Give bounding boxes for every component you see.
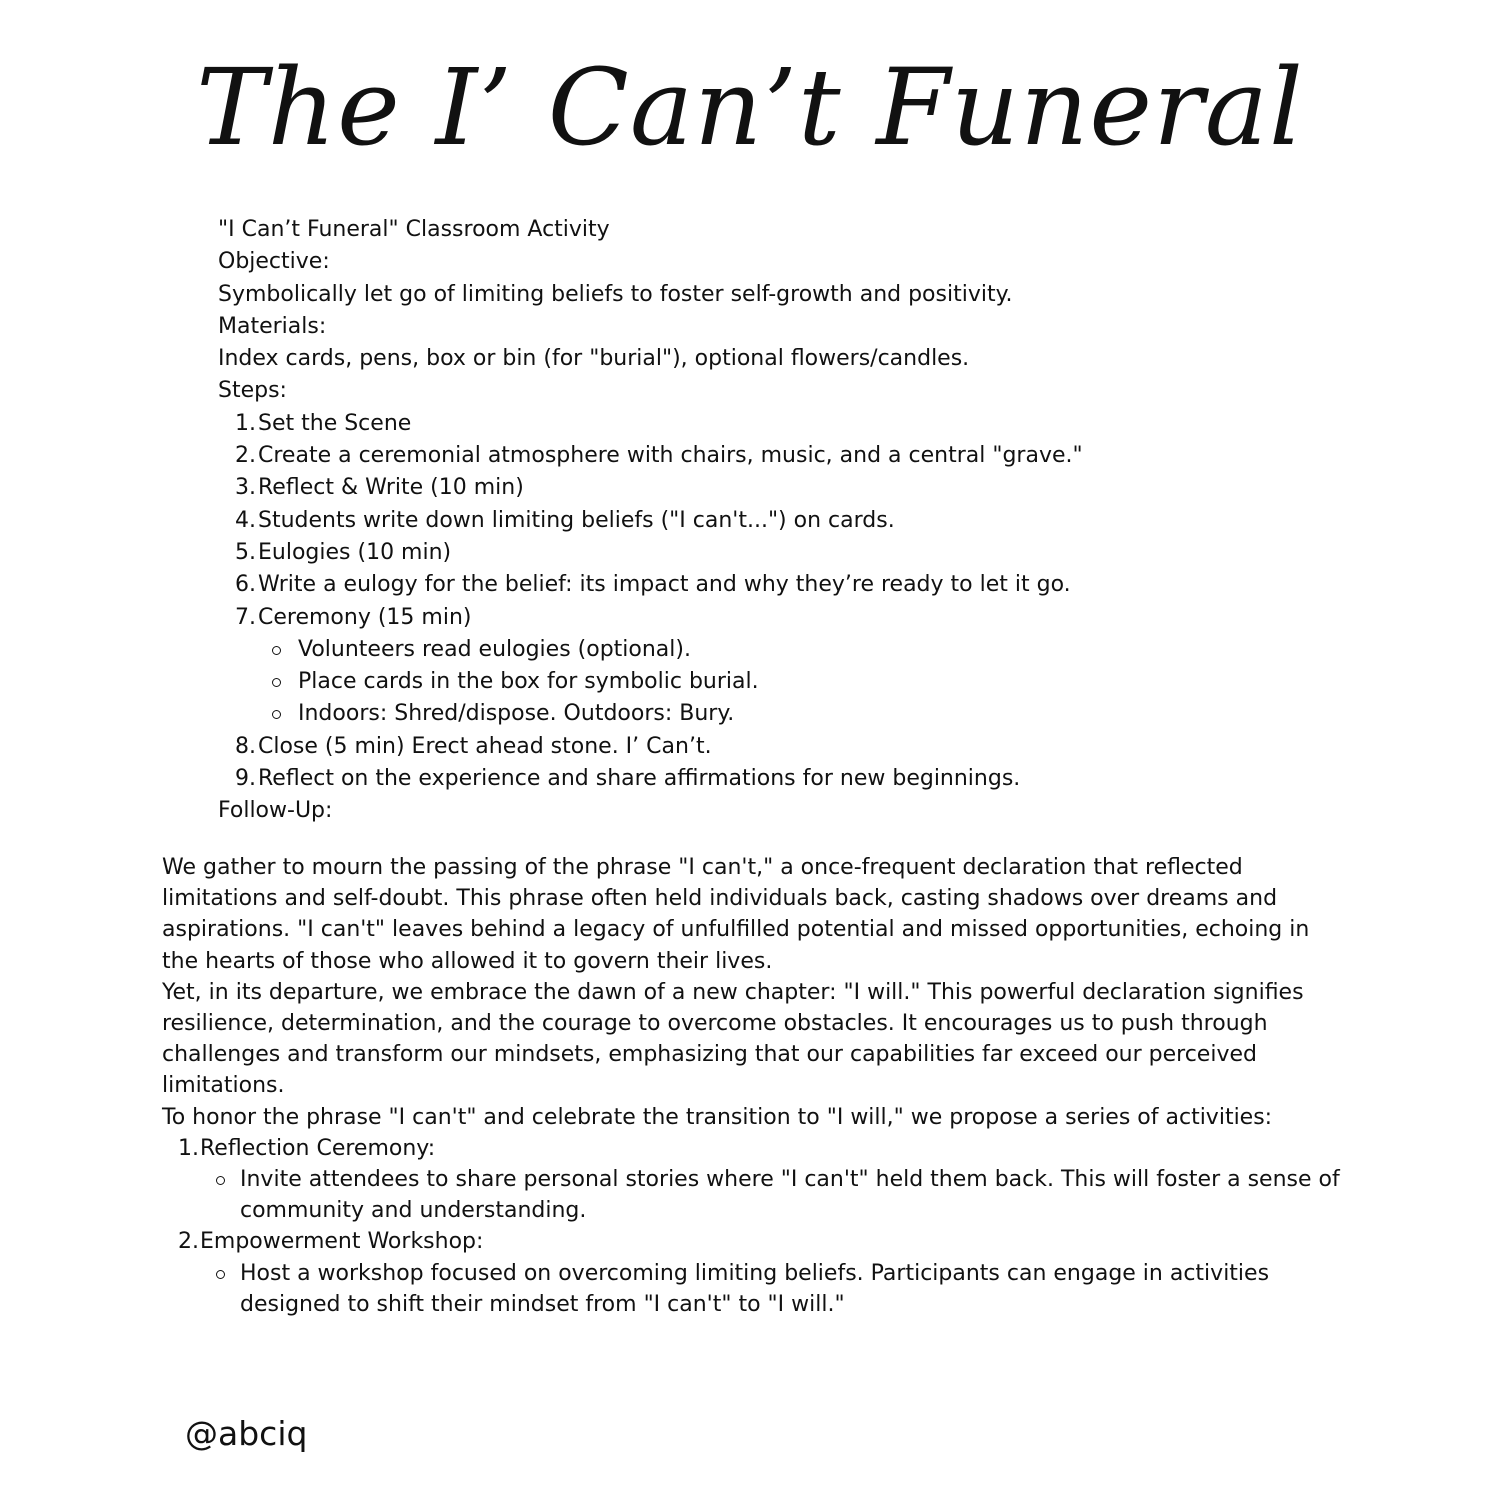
ceremony-item-text: Indoors: Shred/dispose. Outdoors: Bury. [298,701,735,727]
list-item [218,440,1398,472]
objective-label: Objective: [218,249,330,275]
step-text: Reflect on the experience and share affirmations for new beginnings. [258,766,1021,792]
classroom-activity-section [218,214,1398,828]
activity-number: 1. [178,1135,199,1161]
ceremony-item-text: Place cards in the box for symbolic burial. [298,669,759,695]
step-number: 6. [235,572,256,598]
step-number: 5. [235,539,256,565]
eulogy-paragraph: Yet, in its departure, we embrace the dawn of a new chapter: "I will." This powerful declaration signifies resilience, determination, and the courage to overcome obstacles. It encourages us to push through challenges and transform our mindsets, emphasizing that our capabilities far exceed our perceived limitations. [162,979,1304,1099]
social-handle: @abciq [185,1414,308,1453]
page-title: The I’ Can’t Funeral [196,46,1304,169]
activity-title: Reflection Ceremony: [200,1135,436,1161]
objective-text: Symbolically let go of limiting beliefs to foster self-growth and positivity. [218,281,1013,307]
list-item [218,666,1398,698]
step-number: 7. [235,604,256,630]
circle-bullet-icon [272,678,281,687]
list-item [162,1226,1352,1320]
activity-detail-text: Invite attendees to share personal stories where "I can't" held them back. This will foster a sense of community and understanding. [240,1167,1340,1224]
step-text: Students write down limiting beliefs ("I can't...") on cards. [258,507,895,533]
eulogy-paragraph: We gather to mourn the passing of the phrase "I can't," a once-frequent declaration that reflected limitations and self-doubt. This phrase often held individuals back, casting shadows over dreams and aspirations. "I can't" leaves behind a legacy of unfulfilled potential and missed opportunities, echoing in the hearts of those who allowed it to govern their lives. [162,855,1310,974]
activity-heading: "I Can’t Funeral" Classroom Activity [218,217,610,242]
step-text: Write a eulogy for the belief: its impact and why they’re ready to let it go. [258,572,1071,598]
step-text: Eulogies (10 min) [258,539,452,565]
followup-label: Follow-Up: [218,798,333,824]
step-number: 3. [235,475,256,501]
step-text: Reflect & Write (10 min) [258,475,524,501]
step-number: 4. [235,507,256,533]
eulogy-section [162,852,1352,1320]
circle-bullet-icon [272,710,281,719]
steps-list [218,408,1398,796]
list-item [218,569,1398,601]
circle-bullet-icon [216,1270,225,1279]
step-text: Ceremony (15 min) [258,604,472,630]
step-number: 8. [235,733,256,759]
list-item [218,505,1398,537]
ceremony-item-text: Volunteers read eulogies (optional). [298,636,691,662]
activity-number: 2. [178,1229,199,1255]
ceremony-sublist [218,634,1398,731]
list-item [218,537,1398,569]
list-item [218,763,1398,795]
circle-bullet-icon [272,646,281,655]
activity-detail [200,1164,1352,1226]
list-item [218,634,1398,666]
list-item [162,1133,1352,1227]
step-text: Close (5 min) Erect ahead stone. I’ Can’t. [258,733,712,759]
activity-title: Empowerment Workshop: [200,1229,484,1255]
list-item [218,472,1398,504]
list-item [218,408,1398,440]
materials-text: Index cards, pens, box or bin (for "burial"), optional flowers/candles. [218,346,970,372]
step-number: 2. [235,443,256,469]
eulogy-paragraph: To honor the phrase "I can't" and celebrate the transition to "I will," we propose a series of activities: [162,1104,1273,1130]
step-number: 1. [235,410,256,436]
list-item [218,698,1398,730]
circle-bullet-icon [216,1176,225,1185]
step-text: Create a ceremonial atmosphere with chairs, music, and a central "grave." [258,443,1083,469]
materials-label: Materials: [218,313,327,339]
activity-detail-text: Host a workshop focused on overcoming limiting beliefs. Participants can engage in activities designed to shift their mindset from "I can't" to "I will." [240,1260,1270,1317]
list-item [218,731,1398,763]
list-item [218,602,1398,731]
steps-label: Steps: [218,378,287,404]
step-number: 9. [235,766,256,792]
step-text: Set the Scene [258,410,412,436]
activity-detail [200,1258,1352,1320]
activities-list [162,1133,1352,1320]
